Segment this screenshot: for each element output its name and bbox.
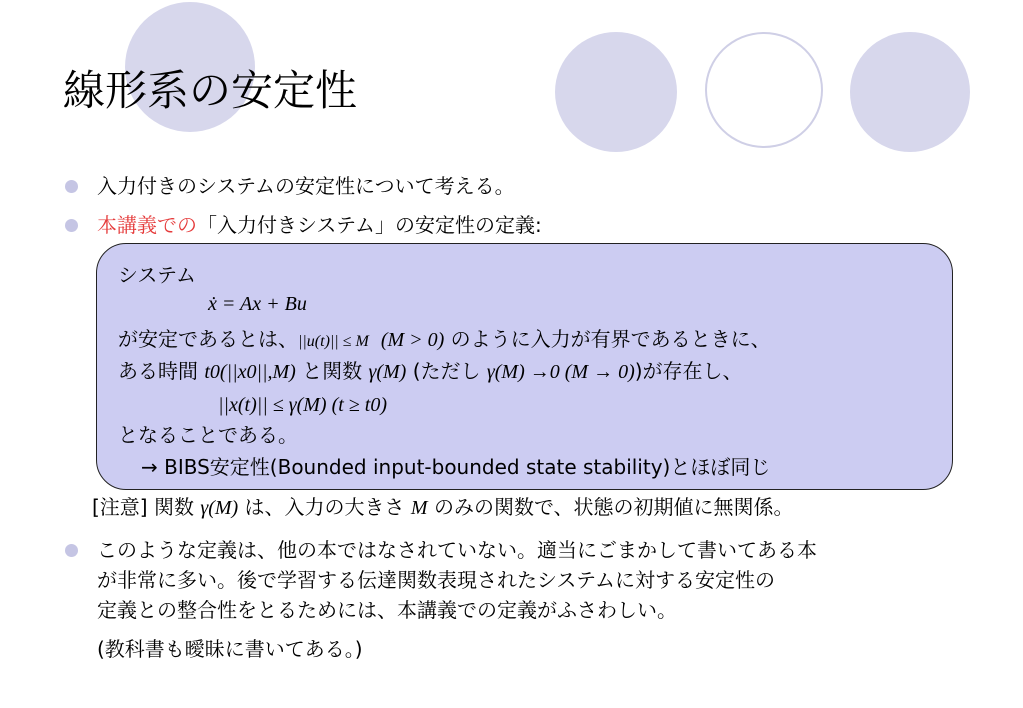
input-bound-math: ||u(t)|| ≤ M xyxy=(298,333,369,350)
bullet-3-line-3: 定義との整合性をとるためには、本講義での定義がふさわしい。 xyxy=(97,598,677,622)
paren-note: (教科書も曖昧に書いてある。) xyxy=(97,637,363,661)
state-equation: ẋ = Ax + Bu xyxy=(208,293,307,315)
bullet-3-line-1: このような定義は、他の本ではなされていない。適当にごまかして書いてある本 xyxy=(97,538,817,562)
highlight-text: 本講義での xyxy=(97,213,197,237)
note-text: のみの関数で、状態の初期値に無関係。 xyxy=(427,495,794,519)
definition-text: が安定であるとは、 xyxy=(118,327,298,351)
gamma-limit-math: γ(M) →0 (M → 0) xyxy=(486,361,635,383)
state-bound-equation: ||x(t)|| ≤ γ(M) (t ≥ t0) xyxy=(218,394,387,416)
page-title: 線形系の安定性 xyxy=(63,66,358,115)
bullet-2-rest: 「入力付きシステム」の安定性の定義: xyxy=(197,213,542,237)
bibs-note: → BIBS安定性(Bounded input-bounded state stability)とほぼ同じ xyxy=(141,455,771,479)
bullet-2-text xyxy=(97,213,542,237)
bullet-icon xyxy=(65,544,78,557)
decor-circle-4 xyxy=(850,32,970,152)
note-text: [注意] 関数 xyxy=(92,495,201,519)
m-positive-math: (M > 0) xyxy=(380,329,445,351)
system-label: システム xyxy=(118,263,196,287)
bullet-icon xyxy=(65,219,78,232)
definition-text: と関数 xyxy=(295,359,369,383)
gamma-math: γ(M) xyxy=(200,497,239,519)
definition-text: (ただし xyxy=(406,359,487,383)
definition-text: )が存在し、 xyxy=(634,359,743,383)
gamma-math: γ(M) xyxy=(368,361,407,383)
bullet-1-text: 入力付きのシステムの安定性について考える。 xyxy=(97,174,515,198)
definition-text: のように入力が有界であるときに、 xyxy=(444,327,771,351)
definition-line-2 xyxy=(118,359,743,384)
time-t0-math: t0(||x0||,M) xyxy=(204,361,296,383)
bullet-3-line-2: が非常に多い。後で学習する伝達関数表現されたシステムに対する安定性の xyxy=(97,568,775,592)
bullet-icon xyxy=(65,180,78,193)
decor-circle-3 xyxy=(705,32,823,148)
note-text: は、入力の大きさ xyxy=(238,495,411,519)
note-line xyxy=(92,495,794,520)
m-math: M xyxy=(410,497,428,519)
definition-line-3: となることである。 xyxy=(118,423,298,447)
decor-circle-2 xyxy=(555,32,677,152)
definition-line-1 xyxy=(118,327,771,354)
definition-text: ある時間 xyxy=(118,359,205,383)
